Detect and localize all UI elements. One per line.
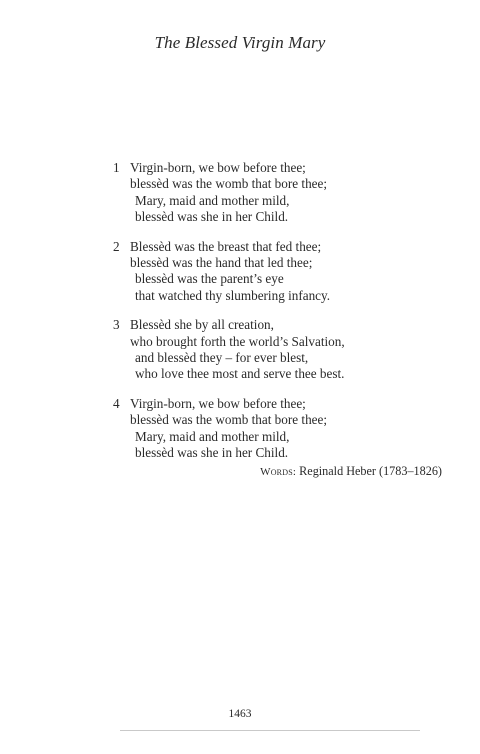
verse-number: 1: [113, 160, 120, 175]
verse-line: blessèd was the womb that bore thee;: [130, 176, 328, 192]
verse-4: [113, 396, 443, 462]
verse-line: Blessèd was the breast that fed thee;: [130, 238, 322, 254]
words-credit: [260, 464, 442, 479]
verse-line: blessèd was she in her Child.: [135, 209, 289, 225]
verse-line: and blessèd they – for ever blest,: [135, 350, 309, 366]
verse-number: 4: [113, 395, 120, 411]
credit-label: Words:: [260, 466, 297, 478]
credit-author: Reginald Heber (1783–1826): [299, 464, 442, 478]
hymn-title: The Blessed Virgin Mary: [154, 33, 326, 52]
verse-3: [113, 317, 443, 383]
verse-2: [113, 239, 443, 305]
verse-line: blessèd was the parent’s eye: [135, 271, 284, 287]
footer-rule: [120, 730, 420, 731]
verse-number: 2: [113, 238, 120, 254]
verse-line: Blessèd she by all creation,: [130, 317, 274, 333]
verse-line: Mary, maid and mother mild,: [135, 428, 290, 444]
verse-number: 3: [113, 317, 120, 333]
verse-line: blessèd was the hand that led thee;: [130, 255, 313, 271]
verse-line: who brought forth the world’s Salvation,: [130, 333, 345, 349]
verse-line: who love thee most and serve thee best.: [135, 366, 345, 382]
verse-line: Virgin-born, we bow before thee;: [130, 160, 306, 175]
verse-line: blessèd was the womb that bore thee;: [130, 412, 328, 428]
verse-line: Virgin-born, we bow before thee;: [130, 395, 306, 411]
verse-line: Mary, maid and mother mild,: [135, 192, 290, 208]
verse-line: blessèd was she in her Child.: [135, 445, 289, 461]
page-number: 1463: [228, 708, 252, 720]
verse-line: that watched thy slumbering infancy.: [135, 287, 331, 303]
verse-1: [113, 160, 443, 226]
hymn-verses: [113, 160, 443, 475]
